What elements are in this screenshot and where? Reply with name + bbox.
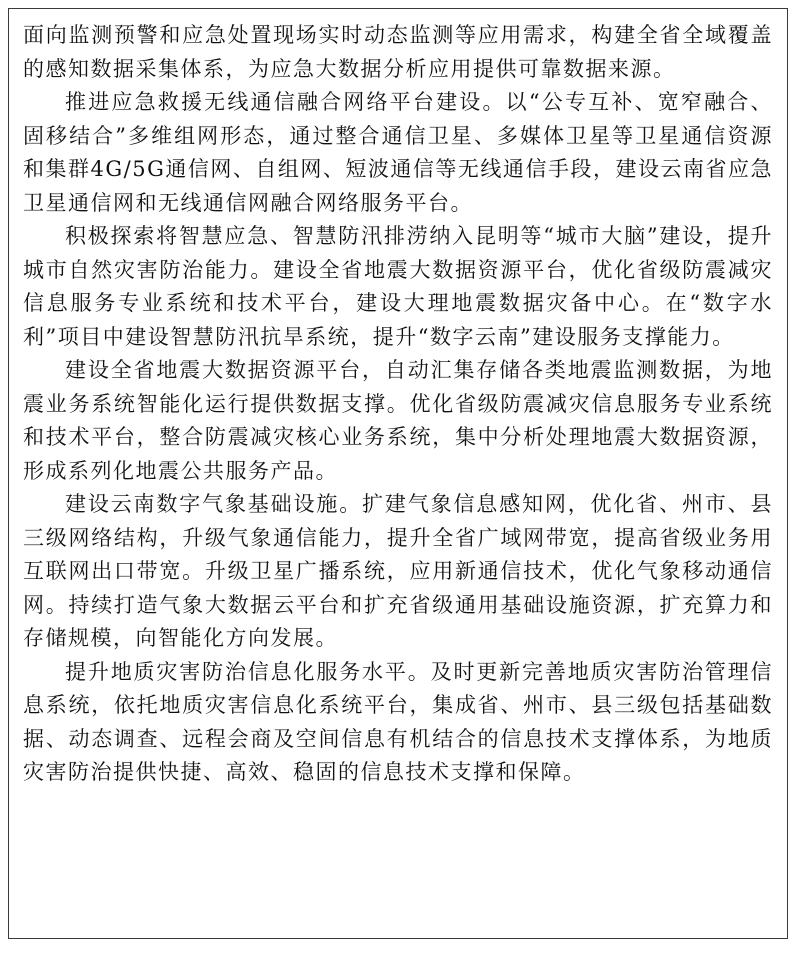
paragraph-5: 建设云南数字气象基础设施。扩建气象信息感知网，优化省、州市、县三级网络结构，升级气象通信能力，提升全省广域网带宽，提高省级业务用互联网出口带宽。升级卫星广播系统，应用新通信技术，优化气象移动通信网。持续打造气象大数据云平台和扩充省级通用基础设施资源，扩充算力和存储规模，向智能化方向发展。 xyxy=(23,492,773,650)
document-body xyxy=(23,19,773,790)
document-frame xyxy=(8,8,788,939)
paragraph-4: 建设全省地震大数据资源平台，自动汇集存储各类地震监测数据，为地震业务系统智能化运行提供数据支撑。优化省级防震减灾信息服务专业系统和技术平台，整合防震减灾核心业务系统，集中分析处理地震大数据资源，形成系列化地震公共服务产品。 xyxy=(23,358,773,483)
paragraph-3: 积极探索将智慧应急、智慧防汛排涝纳入昆明等“城市大脑”建设，提升城市自然灾害防治能力。建设全省地震大数据资源平台，优化省级防震减灾信息服务专业系统和技术平台，建设大理地震数据灾备中心。在“数字水利”项目中建设智慧防汛抗旱系统，提升“数字云南”建设服务支撑能力。 xyxy=(23,224,773,349)
paragraph-2: 推进应急救援无线通信融合网络平台建设。以“公专互补、宽窄融合、固移结合”多维组网形态，通过整合通信卫星、多媒体卫星等卫星通信资源和集群4G/5G通信网、自组网、短波通信等无线通信手段，建设云南省应急卫星通信网和无线通信网融合网络服务平台。 xyxy=(23,90,773,215)
paragraph-6: 提升地质灾害防治信息化服务水平。及时更新完善地质灾害防治管理信息系统，依托地质灾害信息化系统平台，集成省、州市、县三级包括基础数据、动态调查、远程会商及空间信息有机结合的信息技术支撑体系，为地质灾害防治提供快捷、高效、稳固的信息技术支撑和保障。 xyxy=(23,659,773,784)
paragraph-1: 面向监测预警和应急处置现场实时动态监测等应用需求，构建全省全域覆盖的感知数据采集体系，为应急大数据分析应用提供可靠数据来源。 xyxy=(23,23,773,81)
